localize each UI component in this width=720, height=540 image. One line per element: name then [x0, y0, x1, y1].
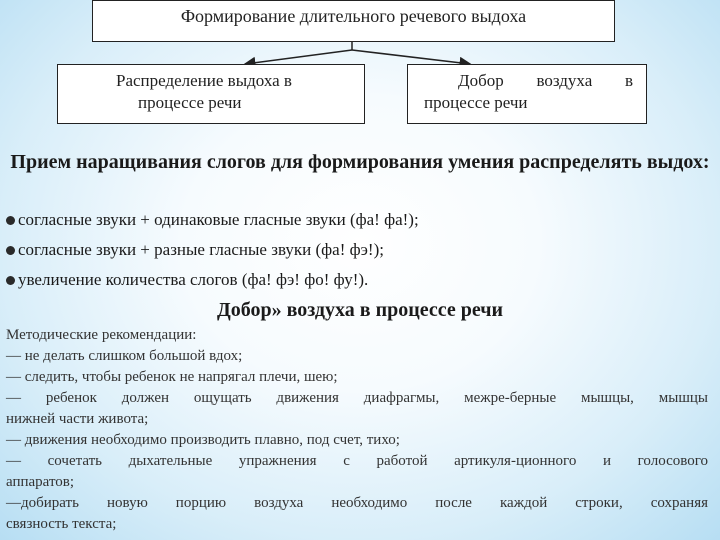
list-item — [6, 265, 706, 295]
bullet-dot-icon — [6, 276, 15, 285]
recommendation-line: нижней части живота; — [6, 411, 149, 427]
right-box-word: в — [624, 71, 633, 90]
flow-diagram — [0, 0, 720, 130]
arrow-right — [352, 50, 470, 64]
section1-title — [0, 148, 720, 176]
list-item — [6, 205, 706, 235]
top-box-label: Формирование длительного речевого выдоха — [180, 6, 527, 26]
right-box-word: воздуха — [536, 71, 593, 90]
right-box-line1 — [458, 71, 633, 91]
recommendations-intro: Методические рекомендации: — [6, 327, 197, 343]
list-item-text: увеличение количества слогов (фа! фэ! фо! фу!). — [18, 270, 369, 289]
recommendation-line: аппаратов; — [6, 474, 75, 490]
recommendation-line: — движения необходимо производить плавно, под счет, тихо; — [6, 432, 400, 448]
section1-title-text: Прием наращивания слогов для формирования умения распределять выдох: — [10, 151, 710, 173]
section2-title — [0, 296, 720, 324]
list-item — [6, 235, 706, 265]
left-box — [57, 64, 365, 124]
left-box-line2: процессе речи — [138, 93, 242, 112]
recommendation-line: — не делать слишком большой вдох; — [6, 348, 243, 364]
recommendation-line: — следить, чтобы ребенок не напрягал плечи, шею; — [6, 369, 338, 385]
recommendation-line: —добирать новую порцию воздуха необходимо после каждой строки, сохраняя — [6, 495, 708, 511]
bullet-dot-icon — [6, 246, 15, 255]
arrow-left — [245, 50, 352, 64]
bullet-list — [6, 205, 706, 295]
recommendations — [6, 325, 708, 535]
right-box — [407, 64, 647, 124]
recommendation-line: — сочетать дыхательные упражнения с работой артикуля-ционного и голосового — [6, 453, 708, 469]
right-box-line2: процессе речи — [424, 93, 528, 112]
list-item-text: согласные звуки + одинаковые гласные звуки (фа! фа!); — [18, 210, 419, 229]
recommendation-line: — ребенок должен ощущать движения диафрагмы, межре-берные мышцы, мышцы — [6, 390, 708, 406]
left-box-line1: Распределение выдоха в — [116, 71, 292, 90]
top-box — [92, 0, 615, 42]
right-box-word: Добор — [458, 71, 504, 90]
section2-title-text: Добор» воздуха в процессе речи — [216, 299, 504, 321]
bullet-dot-icon — [6, 216, 15, 225]
recommendation-line: связность текста; — [6, 516, 117, 532]
list-item-text: согласные звуки + разные гласные звуки (фа! фэ!); — [18, 240, 384, 259]
